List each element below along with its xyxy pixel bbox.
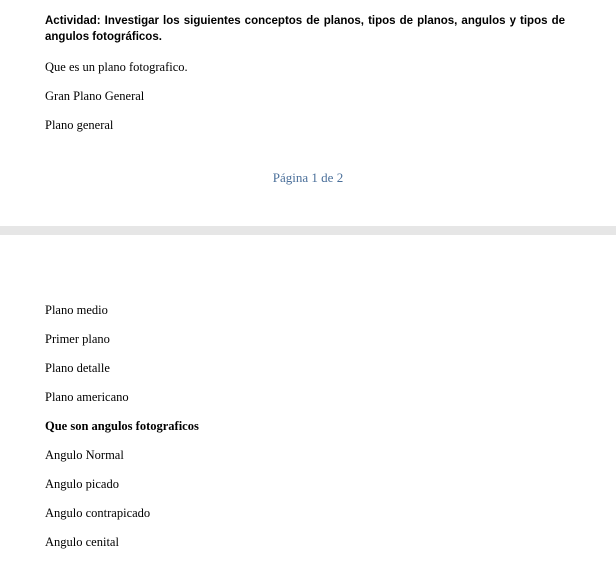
text-line-angulo-contrapicado: Angulo contrapicado bbox=[45, 506, 151, 520]
text-line-plano-detalle: Plano detalle bbox=[45, 361, 110, 375]
text-line-plano-general: Plano general bbox=[45, 118, 114, 132]
page-separator bbox=[0, 226, 616, 235]
text-line-angulo-cenital: Angulo cenital bbox=[45, 535, 119, 549]
page-number-footer: Página 1 de 2 bbox=[272, 170, 344, 185]
text-line-angulo-normal: Angulo Normal bbox=[45, 448, 124, 462]
document-page-2 bbox=[0, 235, 616, 572]
text-line-angulo-picado: Angulo picado bbox=[45, 477, 119, 491]
document-page-1 bbox=[0, 0, 616, 226]
activity-heading: Actividad: Investigar los siguientes conceptos de planos, tipos de planos, angulos y tipos de angulos fotográficos. bbox=[45, 15, 565, 43]
section-heading-angulos: Que son angulos fotograficos bbox=[45, 419, 199, 433]
text-line-plano-americano: Plano americano bbox=[45, 390, 129, 404]
text-line-plano-medio: Plano medio bbox=[45, 303, 108, 317]
text-line-plano-fotografico: Que es un plano fotografico. bbox=[45, 60, 188, 74]
text-line-primer-plano: Primer plano bbox=[45, 332, 110, 346]
text-line-gran-plano-general: Gran Plano General bbox=[45, 89, 145, 103]
